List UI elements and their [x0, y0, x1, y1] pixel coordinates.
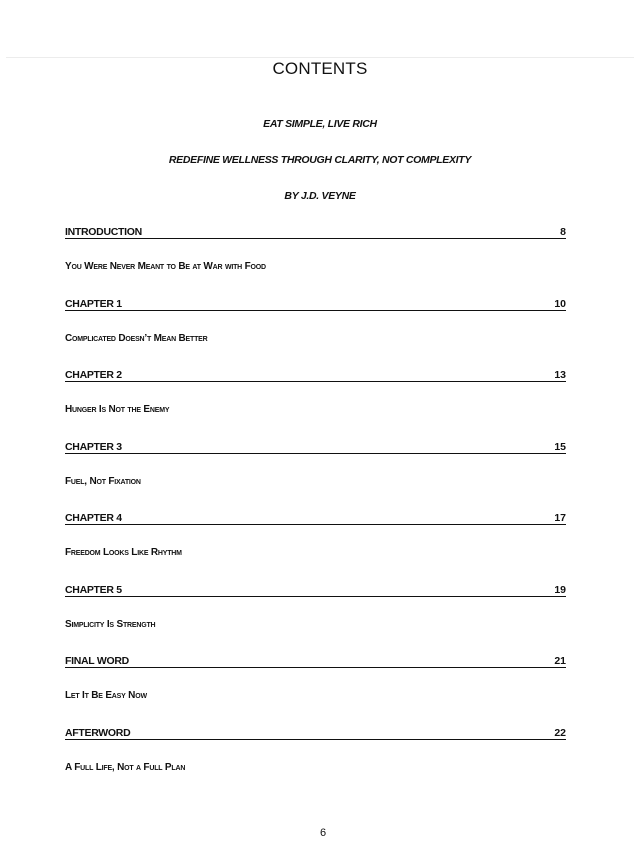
toc-entry-label[interactable]: AFTERWORD [65, 726, 131, 739]
toc-entry-afterword[interactable] [65, 726, 566, 798]
toc-entry-page-number[interactable]: 13 [554, 369, 566, 381]
toc-entry-leader-line [65, 297, 566, 311]
toc-entry-description: Fuel, Not Fixation [65, 475, 141, 487]
toc-entry-description: Let It Be Easy Now [65, 690, 147, 701]
toc-entry-introduction[interactable] [65, 225, 566, 297]
toc-entry-description: Hunger Is Not the Enemy [65, 404, 170, 415]
toc-entry-leader-line [65, 225, 566, 239]
toc-entry-label[interactable]: CHAPTER 5 [65, 583, 122, 596]
book-subtitle: REDEFINE WELLNESS THROUGH CLARITY, NOT COMPLEXITY [168, 154, 472, 166]
toc-entry-description: You Were Never Meant to Be at War with Food [65, 261, 266, 272]
toc-entry-leader-line [65, 511, 566, 525]
toc-entry-page-number[interactable]: 8 [560, 226, 566, 238]
author-byline: BY J.D. VEYNE [284, 190, 356, 202]
toc-entry-page-number[interactable]: 10 [554, 297, 566, 310]
toc-entry-chapter-4[interactable] [65, 511, 566, 583]
toc-entry-description: A Full Life, Not a Full Plan [65, 761, 186, 773]
toc-entry-chapter-2[interactable] [65, 368, 566, 440]
toc-entry-page-number[interactable]: 19 [554, 583, 566, 596]
toc-entry-page-number[interactable]: 21 [554, 655, 566, 667]
book-title: EAT SIMPLE, LIVE RICH [263, 118, 377, 130]
toc-entry-leader-line [65, 726, 566, 740]
toc-entry-chapter-3[interactable] [65, 440, 566, 512]
toc-entry-leader-line [65, 440, 566, 454]
toc-entry-label[interactable]: CHAPTER 2 [65, 369, 122, 381]
page-number: 6 [319, 827, 327, 839]
toc-entry-leader-line [65, 583, 566, 597]
toc-entry-label[interactable]: INTRODUCTION [65, 226, 142, 238]
toc-entry-page-number[interactable]: 17 [554, 512, 566, 524]
toc-entry-label[interactable]: CHAPTER 3 [65, 440, 122, 453]
toc-entry-label[interactable]: FINAL WORD [65, 655, 129, 667]
toc-entry-page-number[interactable]: 22 [554, 726, 566, 739]
toc-entry-leader-line [65, 368, 566, 382]
toc-entry-label[interactable]: CHAPTER 1 [65, 297, 122, 310]
toc-entry-description: Complicated Doesn’t Mean Better [65, 332, 208, 344]
toc-entry-page-number[interactable]: 15 [554, 440, 566, 453]
toc-entry-chapter-5[interactable] [65, 583, 566, 655]
toc-entry-description: Freedom Looks Like Rhythm [65, 547, 182, 558]
toc-entry-chapter-1[interactable] [65, 297, 566, 369]
toc-entry-description: Simplicity Is Strength [65, 618, 156, 630]
contents-heading: CONTENTS [272, 59, 368, 78]
toc-entry-final-word[interactable] [65, 654, 566, 726]
toc-entry-leader-line [65, 654, 566, 668]
toc-entry-label[interactable]: CHAPTER 4 [65, 512, 122, 524]
table-of-contents [65, 225, 566, 797]
page-top-divider [6, 57, 634, 58]
